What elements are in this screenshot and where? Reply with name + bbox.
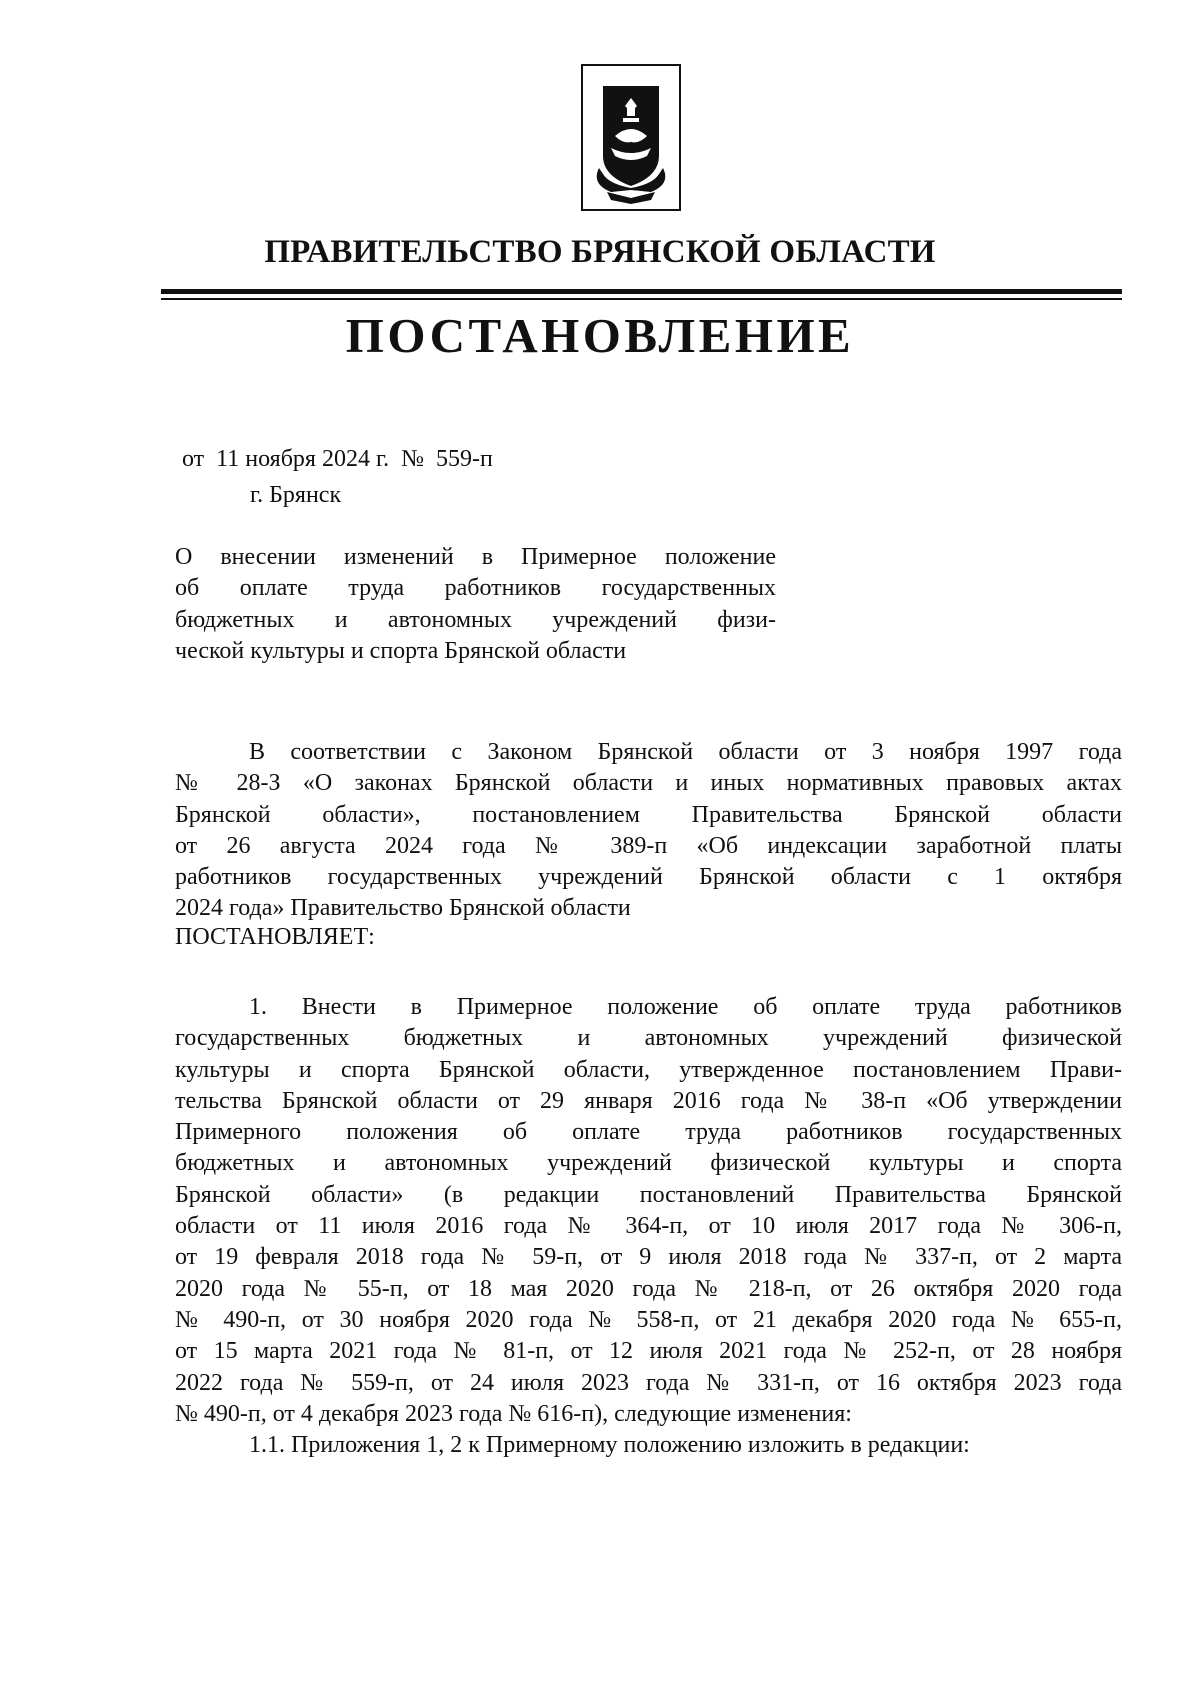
item-line: от 15 марта 2021 года № 81-п, от 12 июля 2021 года № 252-п, от 28 ноября (175, 1338, 1122, 1365)
item-line: области от 11 июля 2016 года № 364-п, от 10 июля 2017 года № 306-п, (175, 1213, 1122, 1240)
organization-title: ПРАВИТЕЛЬСТВО БРЯНСКОЙ ОБЛАСТИ (264, 234, 936, 270)
header-rule-thick (161, 289, 1122, 294)
preamble-line: от 26 августа 2024 года № 389-п «Об индексации заработной платы (175, 832, 1122, 859)
item-line: от 19 февраля 2018 года № 59-п, от 9 июля 2018 года № 337-п, от 2 марта (175, 1244, 1122, 1271)
coat-of-arms-emblem (581, 64, 681, 211)
preamble-line: работников государственных учреждений Брянской области с 1 октября (175, 864, 1122, 891)
subject-line: О внесении изменений в Примерное положение (175, 544, 776, 570)
header-rule-thin (161, 298, 1122, 300)
item-line: культуры и спорта Брянской области, утвержденное постановлением Прави- (175, 1056, 1122, 1083)
date-number-line: от 11 ноября 2024 г. № 559-п (182, 446, 493, 472)
document-type-title: ПОСТАНОВЛЕНИЕ (345, 308, 855, 363)
item-line: тельства Брянской области от 29 января 2016 года № 38-п «Об утверждении (175, 1087, 1122, 1114)
city-line: г. Брянск (250, 482, 342, 508)
preamble-line: 2024 года» Правительство Брянской области (175, 895, 631, 922)
subject-line: бюджетных и автономных учреждений физи- (175, 606, 776, 633)
subitem-line: 1.1. Приложения 1, 2 к Примерному положению изложить в редакции: (249, 1432, 970, 1459)
preamble-paragraph (175, 737, 1122, 925)
item-line: государственных бюджетных и автономных учреждений физической (175, 1025, 1122, 1052)
item-1-paragraph (175, 992, 1122, 1461)
decree-word: ПОСТАНОВЛЯЕТ: (175, 924, 375, 950)
item-line: 2020 года № 55-п, от 18 мая 2020 года № 218-п, от 26 октября 2020 года (175, 1275, 1122, 1302)
preamble-line: № 28-З «О законах Брянской области и иных нормативных правовых актах (175, 770, 1122, 797)
subject-line: об оплате труда работников государственных (175, 575, 776, 602)
item-line: бюджетных и автономных учреждений физической культуры и спорта (175, 1150, 1122, 1177)
item-line: 1. Внести в Примерное положение об оплате труда работников (249, 994, 1122, 1020)
item-line: Примерного положения об оплате труда работников государственных (175, 1119, 1122, 1146)
preamble-line: Брянской области», постановлением Правительства Брянской области (175, 801, 1122, 828)
subject-line: ческой культуры и спорта Брянской области (175, 637, 627, 664)
item-line: 2022 года № 559-п, от 24 июля 2023 года № 331-п, от 16 октября 2023 года (175, 1369, 1122, 1396)
item-line: № 490-п, от 4 декабря 2023 года № 616-п), следующие изменения: (175, 1400, 852, 1427)
item-line: Брянской области» (в редакции постановлений Правительства Брянской (175, 1181, 1122, 1208)
preamble-line: В соответствии с Законом Брянской области от 3 ноября 1997 года (249, 739, 1122, 765)
document-subject (175, 542, 776, 667)
item-line: № 490-п, от 30 ноября 2020 года № 558-п, от 21 декабря 2020 года № 655-п, (175, 1306, 1122, 1333)
